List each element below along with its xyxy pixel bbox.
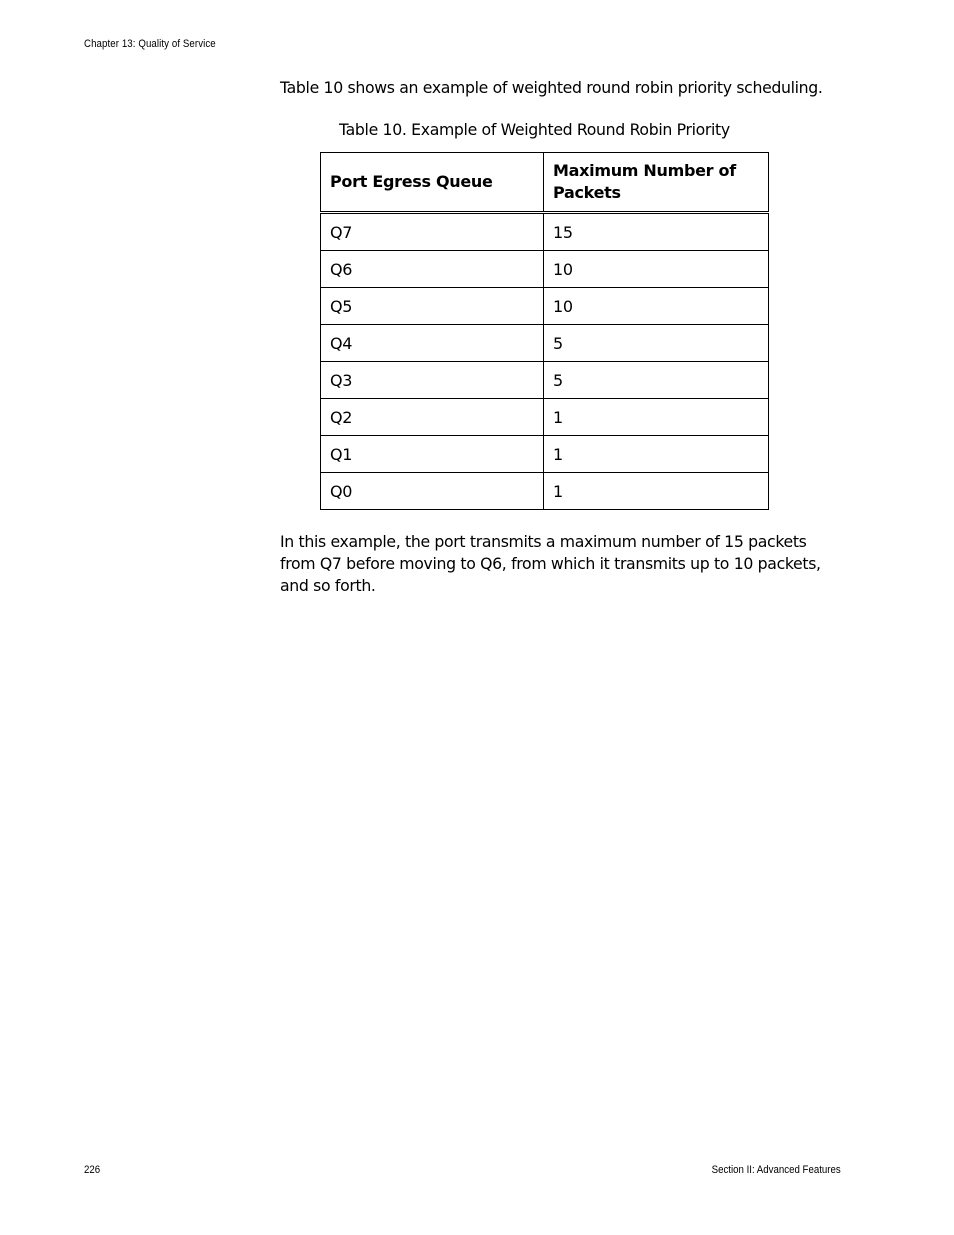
queue-cell: Q6 [321, 251, 544, 288]
queue-cell: Q1 [321, 436, 544, 473]
table-row [321, 251, 769, 288]
weighted-round-robin-table [320, 152, 769, 510]
table-row [321, 325, 769, 362]
queue-cell: Q7 [321, 213, 544, 251]
explanation-paragraph: In this example, the port transmits a maximum number of 15 packets from Q7 before moving to Q6, from which it transmits up to 10 packets, and so forth. [280, 532, 821, 595]
packets-cell: 5 [544, 325, 769, 362]
packets-cell: 1 [544, 399, 769, 436]
packets-cell: 5 [544, 362, 769, 399]
packets-cell: 10 [544, 288, 769, 325]
running-footer-section: Section II: Advanced Features [711, 1164, 841, 1176]
table-row [321, 436, 769, 473]
packets-cell: 15 [544, 213, 769, 251]
table-row [321, 399, 769, 436]
column-header-queue: Port Egress Queue [321, 153, 544, 213]
queue-cell: Q3 [321, 362, 544, 399]
packets-cell: 10 [544, 251, 769, 288]
table-row [321, 288, 769, 325]
running-header: Chapter 13: Quality of Service [84, 38, 216, 50]
packets-cell: 1 [544, 436, 769, 473]
table-row [321, 362, 769, 399]
packets-cell: 1 [544, 473, 769, 510]
column-header-max-packets: Maximum Number of Packets [544, 153, 769, 213]
table-row [321, 213, 769, 251]
intro-paragraph: Table 10 shows an example of weighted round robin priority scheduling. [280, 78, 823, 97]
queue-cell: Q4 [321, 325, 544, 362]
queue-cell: Q0 [321, 473, 544, 510]
queue-cell: Q5 [321, 288, 544, 325]
table-row [321, 473, 769, 510]
table-header-row [321, 153, 769, 213]
table-caption: Table 10. Example of Weighted Round Robin Priority [339, 120, 730, 139]
queue-cell: Q2 [321, 399, 544, 436]
page-number: 226 [84, 1164, 101, 1176]
